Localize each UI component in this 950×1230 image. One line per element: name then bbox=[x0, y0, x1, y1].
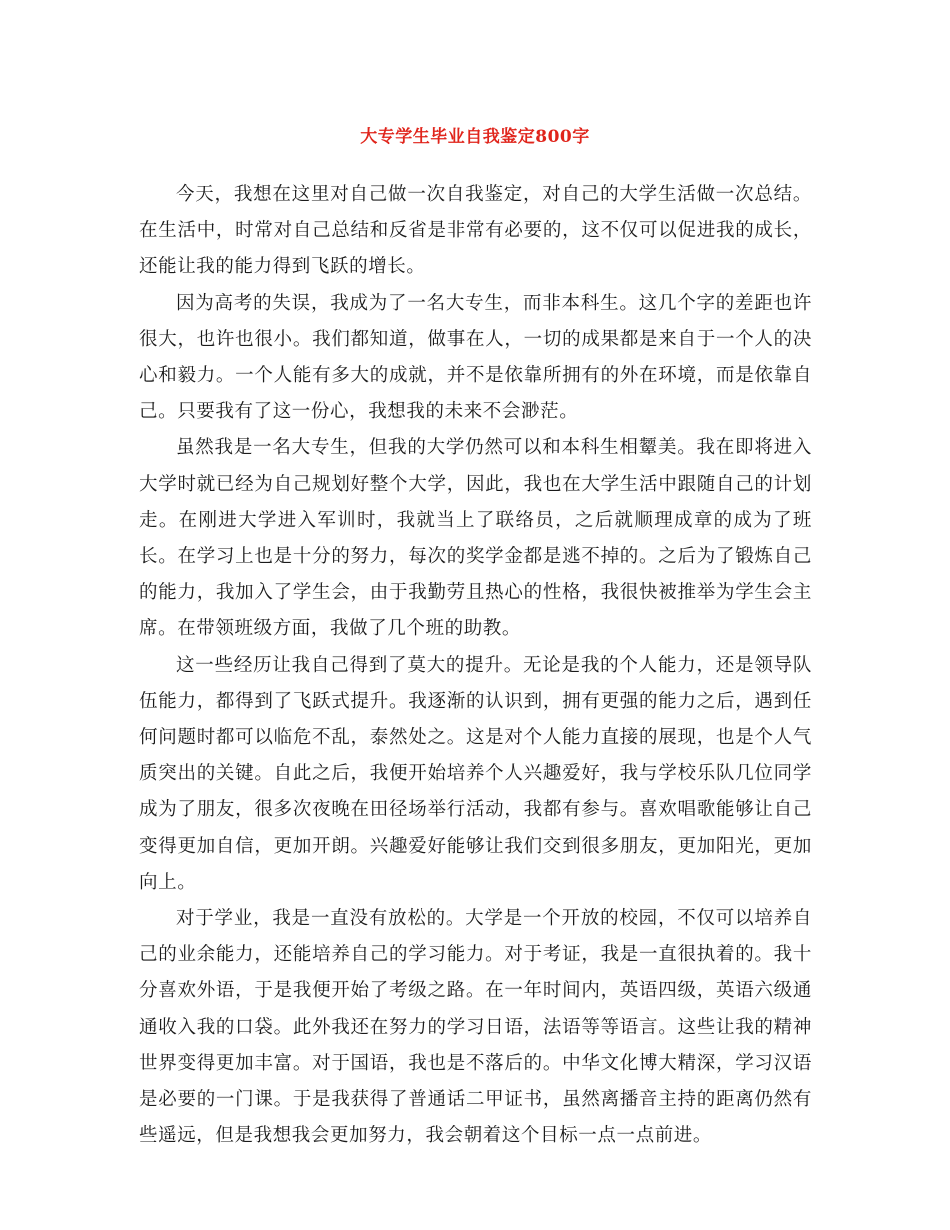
paragraph-1: 今天，我想在这里对自己做一次自我鉴定，对自己的大学生活做一次总结。在生活中，时常对自己总结和反省是非常有必要的，这不仅可以促进我的成长，还能让我的能力得到飞跃的增长。 bbox=[139, 184, 812, 278]
paragraph-3: 虽然我是一名大专生，但我的大学仍然可以和本科生相颦美。我在即将进入大学时就已经为自己规划好整个大学，因此，我也在大学生活中跟随自己的计划走。在刚进大学进入军训时，我就当上了联络员，之后就顺理成章的成为了班长。在学习上也是十分的努力，每次的奖学金都是逃不掉的。之后为了锻炼自己的能力，我加入了学生会，由于我勤劳且热心的性格，我很快被推举为学生会主席。在带领班级方面，我做了几个班的助教。 bbox=[139, 437, 812, 640]
paragraph-5: 对于学业，我是一直没有放松的。大学是一个开放的校园，不仅可以培养自己的业余能力，还能培养自己的学习能力。对于考证，我是一直很执着的。我十分喜欢外语，于是我便开始了考级之路。在一年时间内，英语四级，英语六级通通收入我的口袋。此外我还在努力的学习日语，法语等等语言。这些让我的精神世界变得更加丰富。对于国语，我也是不落后的。中华文化博大精深，学习汉语是必要的一门课。于是我获得了普通话二甲证书，虽然离播音主持的距离仍然有些遥远，但是我想我会更加努力，我会朝着这个目标一点一点前进。 bbox=[139, 908, 812, 1147]
paragraph-4: 这一些经历让我自己得到了莫大的提升。无论是我的个人能力，还是领导队伍能力，都得到了飞跃式提升。我逐渐的认识到，拥有更强的能力之后，遇到任何问题时都可以临危不乱，泰然处之。这是对个人能力直接的展现，也是个人气质突出的关键。自此之后，我便开始培养个人兴趣爱好，我与学校乐队几位同学成为了朋友，很多次夜晚在田径场举行活动，我都有参与。喜欢唱歌能够让自己变得更加自信，更加开朗。兴趣爱好能够让我们交到很多朋友，更加阳光，更加向上。 bbox=[139, 654, 812, 893]
document-body bbox=[139, 177, 812, 1154]
document-title: 大专学生毕业自我鉴定800字 bbox=[360, 127, 590, 147]
paragraph-2: 因为高考的失误，我成为了一名大专生，而非本科生。这几个字的差距也许很大，也许也很小。我们都知道，做事在人，一切的成果都是来自于一个人的决心和毅力。一个人能有多大的成就，并不是依靠所拥有的外在环境，而是依靠自己。只要我有了这一份心，我想我的未来不会渺茫。 bbox=[139, 292, 812, 423]
